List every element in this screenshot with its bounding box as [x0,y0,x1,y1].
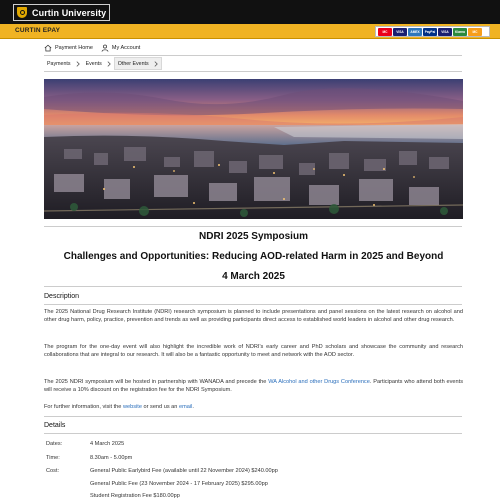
payment-home-label: Payment Home [55,44,93,51]
paragraph-text: . [192,404,194,410]
dates-label: Dates: [46,440,63,447]
details-divider [44,433,462,434]
dates-value: 4 March 2025 [90,440,125,447]
payment-card-logo: Klarna [453,28,467,36]
cost-label: Cost: [46,467,60,474]
detail-row-cost [46,465,466,476]
paragraph-text: . Participants who attend both events will receive a 10% discount on the registration fee for the NDRI Symposium. [44,379,464,393]
accepted-cards [375,26,490,37]
payment-card-logo: MC [378,28,392,36]
paragraph-text: The 2025 NDRI symposium will be hosted in partnership with WANADA and precede the [44,379,269,385]
email-link[interactable]: email [178,404,193,410]
event-hero-image [44,79,463,219]
details-heading: Details [44,422,66,429]
payment-card-logo: AMEX [408,28,422,36]
breadcrumb-events[interactable] [83,57,114,70]
breadcrumb-other-events[interactable] [114,57,162,70]
event-date: 4 March 2025 [222,271,285,282]
chevron-right-icon [107,61,111,67]
my-account-label: My Account [111,44,141,51]
breadcrumb-label: Other Events [117,60,149,67]
time-label: Time: [46,454,60,461]
breadcrumb-payments[interactable] [44,57,83,70]
website-link[interactable]: website [122,404,142,410]
description-paragraph-1: The 2025 National Drug Research Institute (NDRI) research symposium is planned to include presentations and panel sessions on the latest research on alcohol and other drug harm, policy, practice, prevention and trends as well as providing participants direct access to established world leaders in alcohol and other drug research. [44,309,463,323]
event-title: NDRI 2025 Symposium [199,231,308,242]
title-divider-bottom [44,286,462,287]
brand-name: Curtin University [32,7,107,18]
nav-divider [44,55,462,56]
time-value: 8.30am - 5.00pm [90,454,133,461]
detail-row-time [46,452,466,463]
description-paragraph-3 [44,379,463,394]
epay-title: CURTIN EPAY [15,27,61,34]
wa-aod-conference-link[interactable]: WA Alcohol and other Drugs Conference [268,379,370,385]
top-header [0,0,500,24]
detail-row-dates [46,438,466,449]
my-account-link[interactable] [101,44,140,52]
description-divider [44,304,462,305]
event-subtitle: Challenges and Opportunities: Reducing AOD-related Harm in 2025 and Beyond [63,251,444,262]
description-heading: Description [44,293,80,300]
payment-card-logo: MC [468,28,482,36]
detail-row-cost-3 [46,490,466,501]
crest-icon [17,7,27,18]
chevron-right-icon [76,61,80,67]
breadcrumb-divider [44,71,462,72]
paragraph-text: or send us an [141,404,179,410]
user-icon [101,44,109,52]
payment-home-link[interactable] [44,44,93,52]
curtin-logo[interactable] [13,4,110,21]
payment-card-logo: PayPal [424,29,436,34]
paragraph-text: For further information, visit the [44,404,123,410]
chevron-right-icon [154,61,158,67]
payment-card-logo: VISA [438,28,452,36]
description-paragraph-2: The program for the one-day event will also highlight the incredible work of NDRI's early career and PhD scholars and showcase the community and research collaborations that are integral to our research. It will also be a fantastic opportunity to meet and network with the AOD sector. [44,344,463,358]
cost-value-earlybird: General Public Earlybird Fee (available until 22 November 2024) $240.00pp [90,467,278,474]
description-paragraph-4 [44,404,463,412]
payment-card-logo: VISA [393,28,407,36]
top-nav [44,41,140,54]
cost-value-general: General Public Fee (23 November 2024 - 17 February 2025) $295.00pp [90,480,268,487]
breadcrumb-label: Events [85,60,102,67]
breadcrumb [44,57,162,70]
home-icon [44,44,52,52]
detail-row-cost-2 [46,478,466,489]
details-divider-top [44,416,462,417]
title-divider-top [44,226,462,227]
cost-value-student: Student Registration Fee $180.00pp [90,492,180,499]
breadcrumb-label: Payments [47,60,71,67]
